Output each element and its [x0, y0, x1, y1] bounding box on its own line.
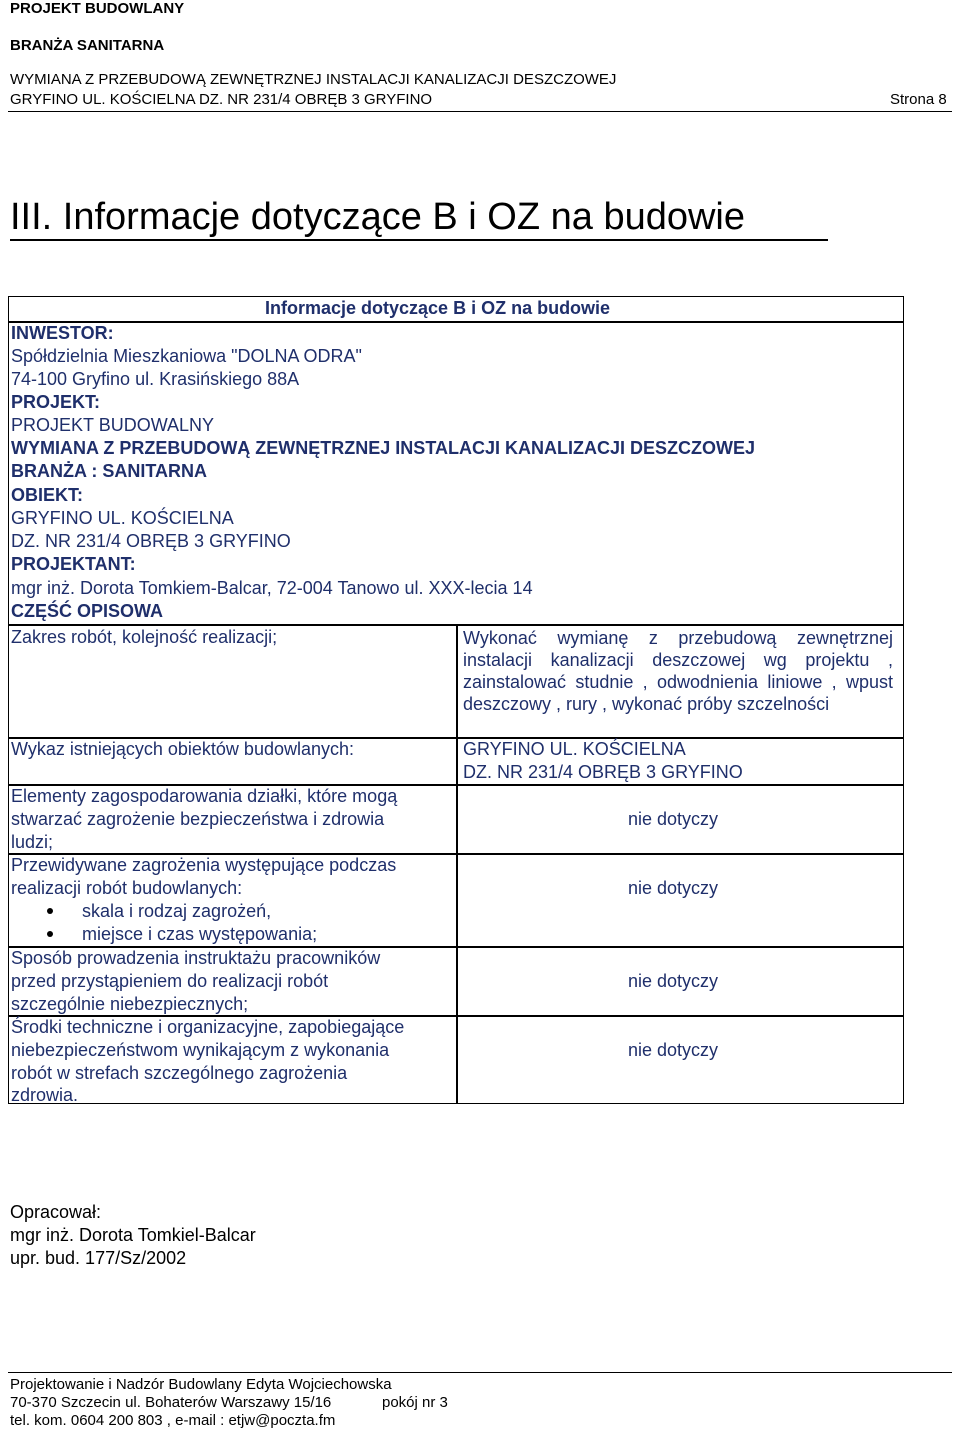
object-plot: DZ. NR 231/4 OBRĘB 3 GRYFINO	[11, 531, 291, 551]
project-type: PROJEKT BUDOWALNY	[11, 415, 215, 435]
footer-address: 70-370 Szczecin ul. Bohaterów Warszawy 15/16	[10, 1394, 332, 1411]
part-label: CZĘŚĆ OPISOWA	[11, 601, 164, 621]
row3-label-line2: stwarzać zagrożenie bezpieczeństwa i zdrowia	[11, 809, 385, 829]
page-title: III. Informacje dotyczące B i OZ na budowie	[10, 196, 746, 238]
row5-label-line2: przed przystąpieniem do realizacji robót	[11, 971, 329, 991]
signature-license: upr. bud. 177/Sz/2002	[10, 1248, 187, 1268]
row2-value-street: GRYFINO UL. KOŚCIELNA	[463, 739, 686, 759]
row6-label-line1: Środki techniczne i organizacyjne, zapobiegające	[11, 1017, 405, 1037]
row4-bullet-1: skala i rodzaj zagrożeń,	[82, 901, 272, 921]
row6-label-line4: zdrowia.	[11, 1085, 79, 1105]
row4-bullet-2: miejsce i czas występowania;	[82, 924, 318, 944]
row2-value-plot: DZ. NR 231/4 OBRĘB 3 GRYFINO	[463, 762, 743, 782]
header-divider	[8, 111, 952, 112]
row2-label: Wykaz istniejących obiektów budowlanych:	[11, 739, 355, 759]
row5-label-line1: Sposób prowadzenia instruktażu pracowników	[11, 948, 381, 968]
bullet-icon	[47, 908, 53, 914]
header-scope: WYMIANA Z PRZEBUDOWĄ ZEWNĘTRZNEJ INSTALACJI KANALIZACJI DESZCZOWEJ	[10, 71, 617, 88]
project-scope: WYMIANA Z PRZEBUDOWĄ ZEWNĘTRZNEJ INSTALACJI KANALIZACJI DESZCZOWEJ	[11, 438, 755, 458]
signature-name: mgr inż. Dorota Tomkiel-Balcar	[10, 1225, 256, 1245]
investor-name: Spółdzielnia Mieszkaniowa "DOLNA ODRA"	[11, 346, 362, 366]
column-divider	[456, 624, 458, 1104]
row6-label-line3: robót w strefach szczególnego zagrożenia	[11, 1063, 348, 1083]
title-underline	[10, 239, 828, 241]
project-label: PROJEKT:	[11, 392, 101, 412]
row1-value: Wykonać wymianę z przebudową zewnętrznej instalacji kanalizacji deszczowej wg projektu , zainstalować studnie , odwodnienia liniowe , wpust deszczowy , rury , wykonać próby szczelności	[463, 628, 893, 714]
row6-value: nie dotyczy	[628, 1040, 719, 1060]
box-heading: Informacje dotyczące B i OZ na budowie	[265, 298, 611, 318]
row4-label-line1: Przewidywane zagrożenia występujące podczas	[11, 855, 397, 875]
row4-value: nie dotyczy	[628, 878, 719, 898]
bullet-icon	[47, 931, 53, 937]
row3-label-line1: Elementy zagospodarowania działki, które mogą	[11, 786, 398, 806]
object-street: GRYFINO UL. KOŚCIELNA	[11, 508, 234, 528]
row6-label-line2: niebezpieczeństwom wynikającym z wykonania	[11, 1040, 390, 1060]
row5-label-line3: szczególnie niebezpiecznych;	[11, 994, 249, 1014]
header-project-type: PROJEKT BUDOWLANY	[10, 0, 185, 17]
object-label: OBIEKT:	[11, 485, 83, 505]
investor-address: 74-100 Gryfino ul. Krasińskiego 88A	[11, 369, 300, 389]
footer-room: pokój nr 3	[382, 1394, 448, 1411]
project-branch: BRANŻA : SANITARNA	[11, 461, 207, 481]
signature-label: Opracował:	[10, 1202, 102, 1222]
footer-company: Projektowanie i Nadzór Budowlany Edyta Wojciechowska	[10, 1376, 392, 1393]
row4-label-line2: realizacji robót budowlanych:	[11, 878, 243, 898]
designer-name: mgr inż. Dorota Tomkiem-Balcar, 72-004 Tanowo ul. XXX-lecia 14	[11, 578, 533, 598]
investor-label: INWESTOR:	[11, 323, 114, 343]
designer-label: PROJEKTANT:	[11, 554, 136, 574]
footer-contact: tel. kom. 0604 200 803 , e-mail : etjw@poczta.fm	[10, 1412, 336, 1429]
box-divider-top	[8, 321, 904, 323]
header-location: GRYFINO UL. KOŚCIELNA DZ. NR 231/4 OBRĘB 3 GRYFINO	[10, 91, 433, 108]
page-number: Strona 8	[890, 91, 947, 108]
row1-label: Zakres robót, kolejność realizacji;	[11, 627, 278, 647]
footer-divider	[8, 1372, 952, 1373]
row3-label-line3: ludzi;	[11, 832, 54, 852]
header-branch: BRANŻA SANITARNA	[10, 37, 165, 54]
row3-value: nie dotyczy	[628, 809, 719, 829]
row5-value: nie dotyczy	[628, 971, 719, 991]
